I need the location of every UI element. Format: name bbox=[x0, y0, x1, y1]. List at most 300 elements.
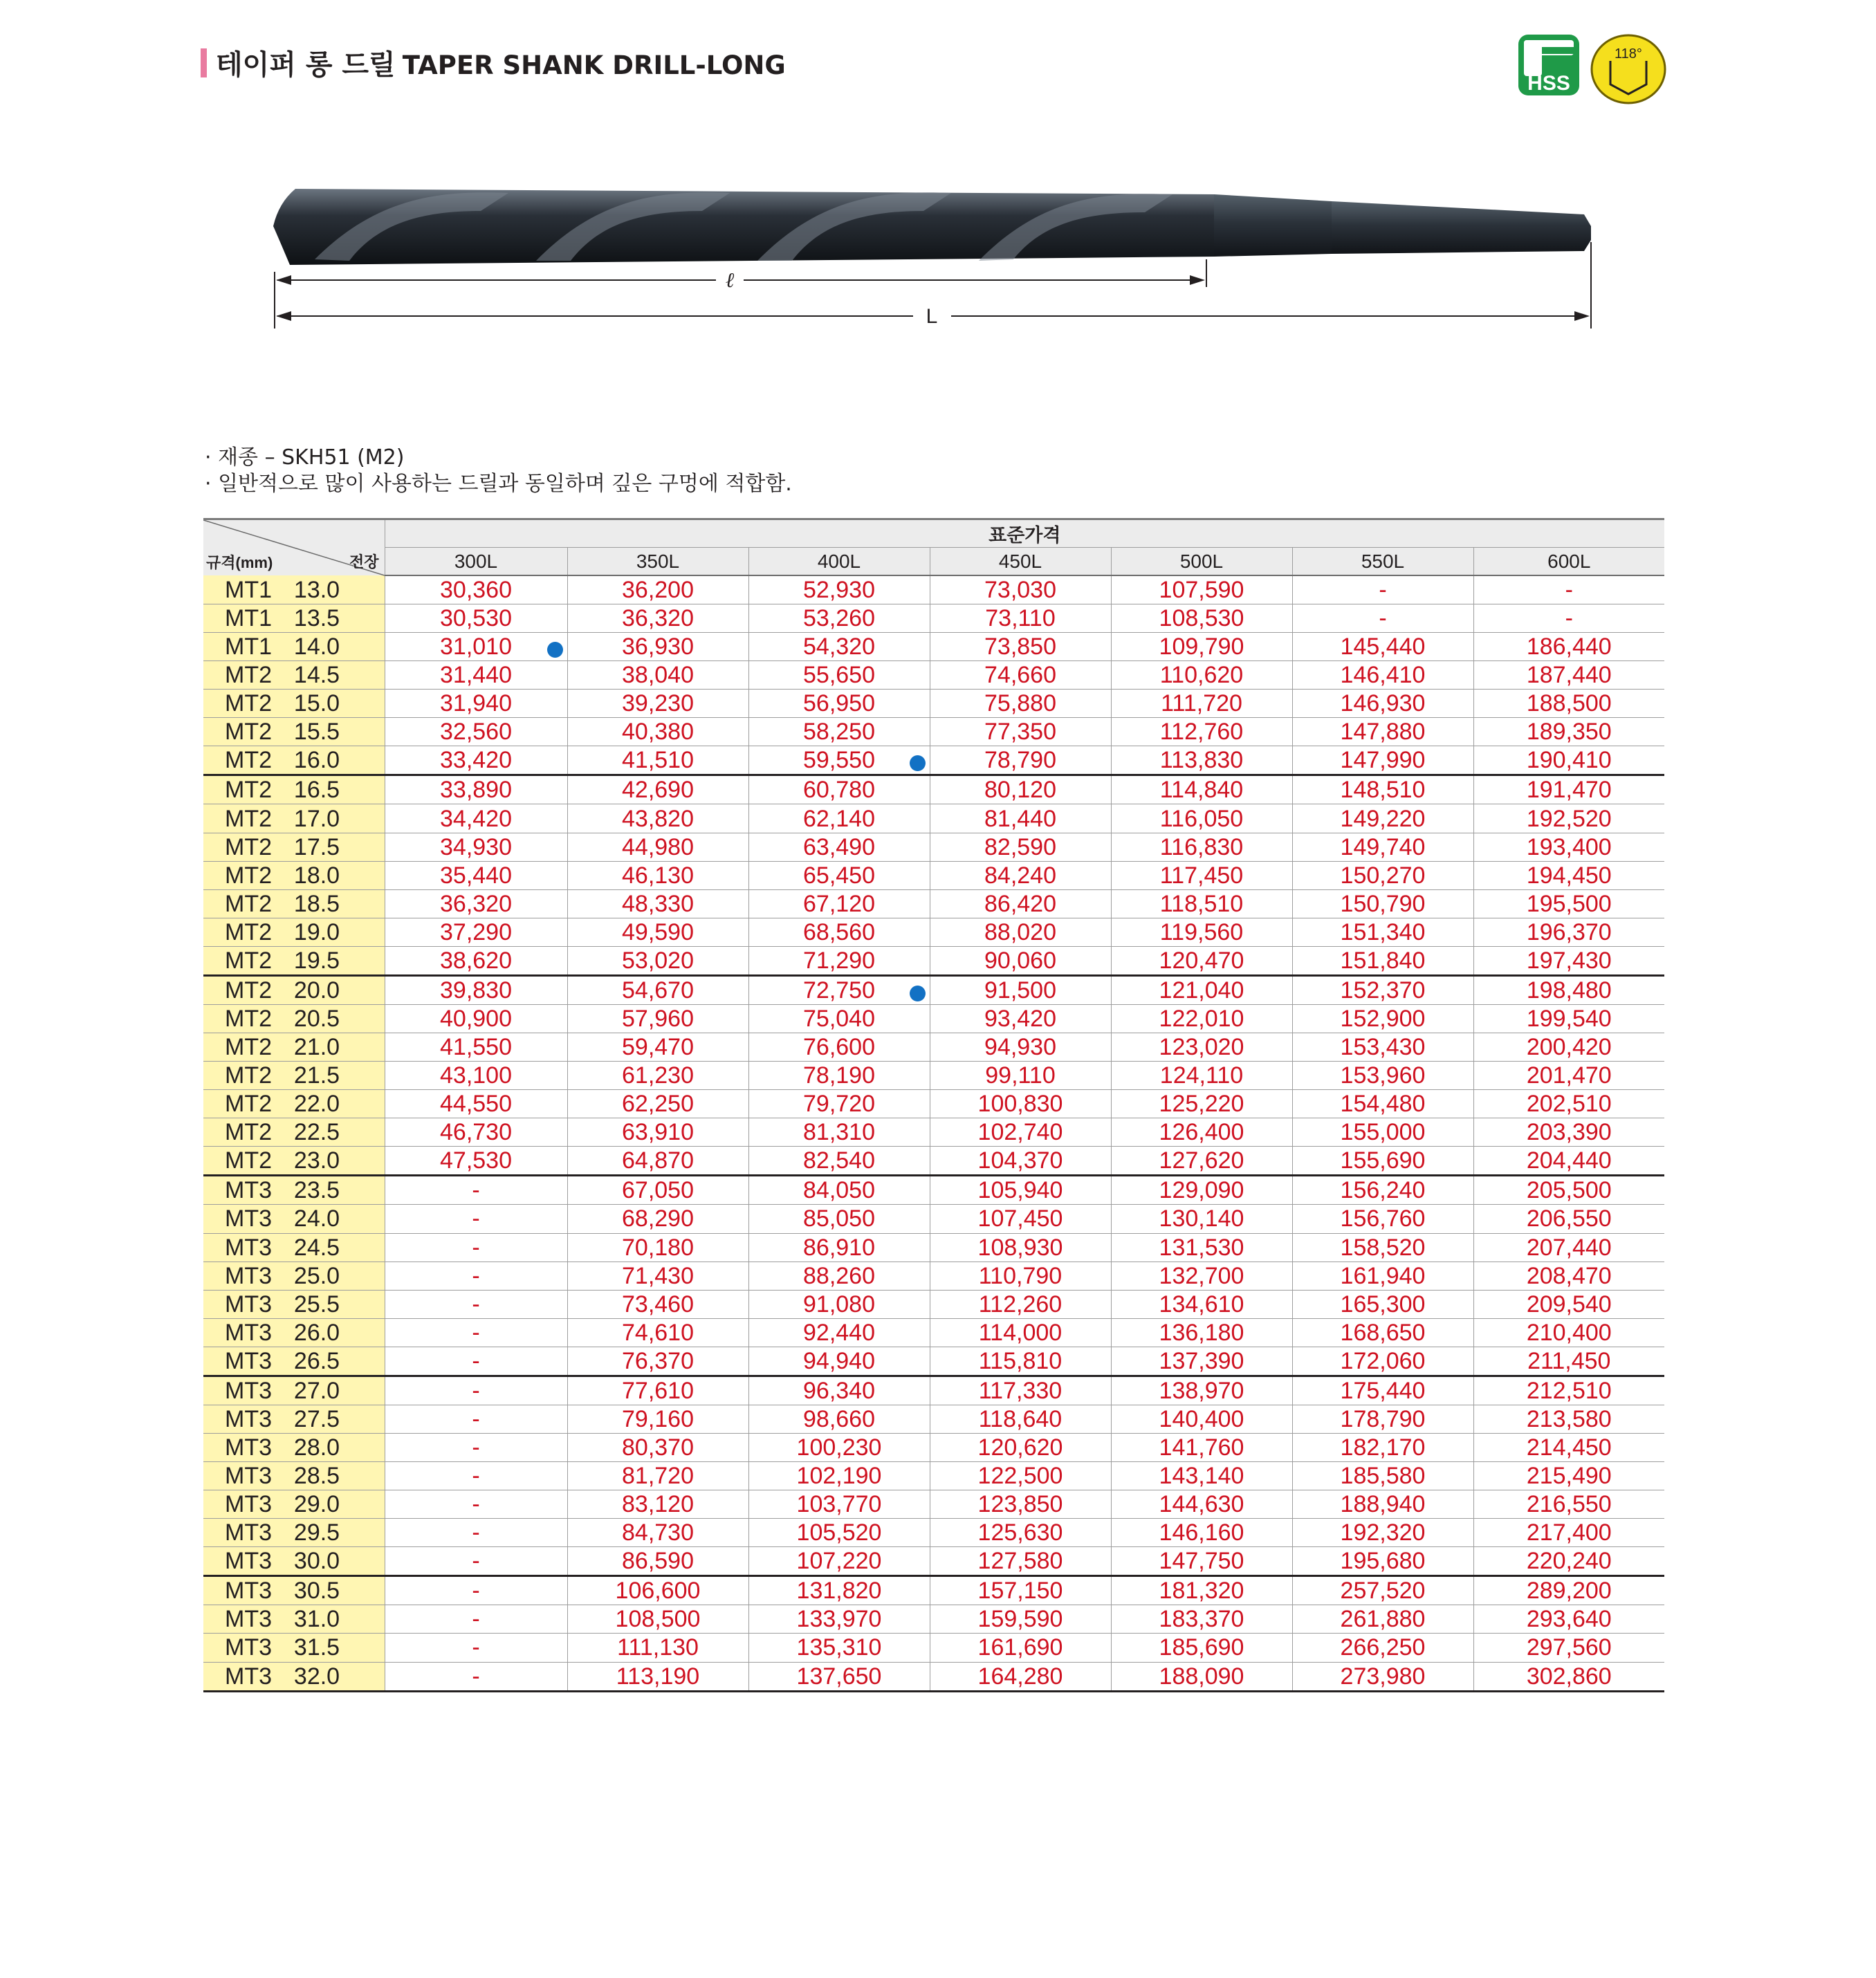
price-cell bbox=[1473, 1261, 1664, 1290]
price-cell bbox=[1292, 690, 1473, 718]
diameter-label: 19.0 bbox=[293, 918, 340, 945]
price-cell bbox=[1111, 1261, 1292, 1290]
price-value: 131,530 bbox=[1159, 1234, 1244, 1261]
morse-taper-label: MT2 bbox=[225, 1005, 272, 1032]
morse-taper-label: MT1 bbox=[225, 605, 272, 632]
price-value: 202,510 bbox=[1526, 1091, 1612, 1118]
table-row bbox=[203, 690, 1664, 718]
price-cell bbox=[1473, 1576, 1664, 1605]
size-cell bbox=[203, 1462, 385, 1490]
price-cell bbox=[1292, 833, 1473, 861]
price-value: - bbox=[472, 1519, 480, 1546]
size-cell bbox=[203, 804, 385, 833]
price-value: 200,420 bbox=[1526, 1034, 1612, 1061]
price-value: 257,520 bbox=[1340, 1578, 1426, 1605]
size-cell bbox=[203, 861, 385, 889]
price-cell bbox=[1111, 889, 1292, 918]
table-row bbox=[203, 1290, 1664, 1318]
price-cell bbox=[1473, 946, 1664, 975]
price-value: 67,050 bbox=[622, 1177, 694, 1204]
price-cell bbox=[385, 918, 567, 946]
table-body bbox=[203, 575, 1664, 1691]
price-cell bbox=[567, 833, 748, 861]
price-value: 131,820 bbox=[796, 1578, 882, 1605]
table-row bbox=[203, 1405, 1664, 1433]
table-row bbox=[203, 1318, 1664, 1347]
price-value: 86,420 bbox=[984, 890, 1056, 917]
price-value: 108,500 bbox=[615, 1606, 701, 1633]
price-cell bbox=[930, 661, 1111, 690]
price-value: 146,410 bbox=[1340, 662, 1426, 689]
price-value: 186,440 bbox=[1526, 634, 1612, 660]
column-header: 550L bbox=[1292, 548, 1473, 576]
price-cell bbox=[748, 1547, 930, 1576]
price-value: - bbox=[472, 1548, 480, 1575]
price-value: 153,960 bbox=[1340, 1062, 1426, 1089]
price-value: 67,120 bbox=[803, 890, 875, 917]
size-cell bbox=[203, 833, 385, 861]
price-value: 210,400 bbox=[1526, 1319, 1612, 1346]
price-cell bbox=[1292, 1405, 1473, 1433]
price-value: 111,720 bbox=[1161, 690, 1242, 717]
price-value: 195,500 bbox=[1526, 890, 1612, 917]
price-value: 41,550 bbox=[440, 1034, 512, 1061]
price-value: 119,560 bbox=[1159, 918, 1244, 945]
price-value: 190,410 bbox=[1526, 747, 1612, 774]
morse-taper-label: MT3 bbox=[225, 1205, 272, 1232]
price-value: 149,740 bbox=[1340, 833, 1426, 860]
price-value: 123,850 bbox=[977, 1491, 1063, 1518]
price-value: 114,840 bbox=[1159, 777, 1244, 804]
price-value: 293,640 bbox=[1526, 1606, 1612, 1633]
price-cell bbox=[1111, 1090, 1292, 1118]
price-cell bbox=[1473, 804, 1664, 833]
price-cell bbox=[1292, 575, 1473, 604]
price-value: 38,620 bbox=[440, 947, 512, 974]
price-cell bbox=[1473, 1205, 1664, 1233]
diameter-label: 28.5 bbox=[293, 1463, 340, 1490]
price-cell bbox=[1111, 661, 1292, 690]
price-cell bbox=[567, 633, 748, 661]
price-cell bbox=[567, 1004, 748, 1033]
price-value: 113,190 bbox=[616, 1663, 700, 1690]
overall-length-header: 전장 bbox=[349, 553, 379, 571]
price-cell bbox=[567, 690, 748, 718]
price-value: 81,720 bbox=[622, 1463, 694, 1490]
price-cell bbox=[567, 1547, 748, 1576]
price-value: 33,420 bbox=[440, 747, 512, 774]
price-value: 80,120 bbox=[984, 777, 1056, 804]
price-value: 122,500 bbox=[977, 1463, 1063, 1490]
price-value: 130,140 bbox=[1159, 1205, 1244, 1232]
price-value: 39,830 bbox=[440, 977, 512, 1004]
price-value: 52,930 bbox=[803, 577, 875, 603]
price-value: 108,530 bbox=[1159, 605, 1244, 632]
column-header: 500L bbox=[1111, 548, 1292, 576]
morse-taper-label: MT2 bbox=[225, 662, 272, 689]
price-value: 136,180 bbox=[1159, 1319, 1244, 1346]
price-cell bbox=[930, 633, 1111, 661]
table-row bbox=[203, 1519, 1664, 1547]
price-cell bbox=[385, 661, 567, 690]
price-value: - bbox=[1565, 605, 1573, 632]
price-cell bbox=[567, 1376, 748, 1405]
price-value: 42,690 bbox=[622, 777, 694, 804]
size-cell bbox=[203, 1147, 385, 1176]
diameter-label: 16.0 bbox=[293, 747, 340, 774]
size-cell bbox=[203, 718, 385, 746]
price-cell bbox=[1473, 1490, 1664, 1519]
price-value: 40,900 bbox=[440, 1005, 512, 1032]
price-value: 152,900 bbox=[1340, 1005, 1426, 1032]
size-cell bbox=[203, 661, 385, 690]
price-cell bbox=[567, 575, 748, 604]
price-value: 64,870 bbox=[622, 1147, 694, 1174]
morse-taper-label: MT3 bbox=[225, 1405, 272, 1432]
price-value: 213,580 bbox=[1526, 1405, 1612, 1432]
price-value: 36,200 bbox=[622, 577, 694, 603]
price-cell bbox=[930, 1062, 1111, 1090]
price-cell bbox=[1473, 690, 1664, 718]
price-value: 82,590 bbox=[984, 833, 1056, 860]
price-cell bbox=[748, 1033, 930, 1062]
morse-taper-label: MT2 bbox=[225, 1147, 272, 1174]
price-cell bbox=[385, 804, 567, 833]
size-cell bbox=[203, 1176, 385, 1205]
drill-diagram bbox=[273, 183, 1601, 329]
price-cell bbox=[1292, 746, 1473, 775]
diameter-label: 14.5 bbox=[293, 662, 340, 689]
price-value: 198,480 bbox=[1526, 977, 1612, 1004]
price-cell bbox=[748, 1576, 930, 1605]
morse-taper-label: MT2 bbox=[225, 833, 272, 860]
price-value: 110,620 bbox=[1159, 662, 1244, 689]
price-cell bbox=[1473, 775, 1664, 804]
note-material: · 재종 – SKH51 (M2) bbox=[205, 445, 405, 470]
price-value: 109,790 bbox=[1159, 634, 1244, 660]
table-corner-header bbox=[203, 519, 385, 576]
price-cell bbox=[567, 1576, 748, 1605]
price-value: 182,170 bbox=[1340, 1434, 1426, 1461]
price-cell bbox=[1111, 1004, 1292, 1033]
price-cell bbox=[567, 1490, 748, 1519]
price-value: 70,180 bbox=[622, 1234, 694, 1261]
price-value: 132,700 bbox=[1159, 1262, 1244, 1289]
size-cell bbox=[203, 946, 385, 975]
price-value: 150,790 bbox=[1340, 890, 1426, 917]
price-cell bbox=[748, 718, 930, 746]
price-cell bbox=[1292, 1118, 1473, 1147]
price-cell bbox=[1111, 1176, 1292, 1205]
price-value: 35,440 bbox=[440, 862, 512, 889]
size-header: 규격(mm) bbox=[206, 554, 273, 571]
diameter-label: 16.5 bbox=[293, 777, 340, 804]
price-cell bbox=[1111, 1519, 1292, 1547]
price-cell bbox=[1473, 1462, 1664, 1490]
table-row bbox=[203, 833, 1664, 861]
morse-taper-label: MT3 bbox=[225, 1319, 272, 1346]
price-value: 129,090 bbox=[1159, 1177, 1244, 1204]
price-value: 36,320 bbox=[622, 605, 694, 632]
price-value: 143,140 bbox=[1159, 1463, 1244, 1490]
price-cell bbox=[1292, 775, 1473, 804]
price-cell bbox=[1473, 1147, 1664, 1176]
price-value: 205,500 bbox=[1526, 1177, 1612, 1204]
size-cell bbox=[203, 975, 385, 1004]
hss-badge-label: HSS bbox=[1527, 72, 1570, 95]
price-cell bbox=[1473, 1662, 1664, 1691]
price-cell bbox=[930, 746, 1111, 775]
price-value: 151,340 bbox=[1340, 918, 1426, 945]
price-value: 149,220 bbox=[1340, 805, 1426, 832]
price-cell bbox=[930, 1576, 1111, 1605]
table-row bbox=[203, 1147, 1664, 1176]
price-cell bbox=[567, 1290, 748, 1318]
column-header: 400L bbox=[748, 548, 930, 576]
price-cell bbox=[1473, 918, 1664, 946]
price-cell bbox=[748, 804, 930, 833]
price-cell bbox=[385, 975, 567, 1004]
diameter-label: 22.0 bbox=[293, 1091, 340, 1118]
price-cell bbox=[1111, 918, 1292, 946]
price-value: 127,620 bbox=[1159, 1147, 1244, 1174]
morse-taper-label: MT3 bbox=[225, 1377, 272, 1404]
price-value: 96,340 bbox=[803, 1377, 875, 1404]
price-cell bbox=[930, 1433, 1111, 1461]
price-value: 148,510 bbox=[1340, 777, 1426, 804]
price-cell bbox=[748, 1261, 930, 1290]
price-value: 273,980 bbox=[1340, 1663, 1426, 1690]
price-cell bbox=[1292, 1062, 1473, 1090]
price-cell bbox=[385, 575, 567, 604]
price-cell bbox=[385, 746, 567, 775]
price-cell bbox=[567, 918, 748, 946]
price-cell bbox=[930, 918, 1111, 946]
price-cell bbox=[1473, 604, 1664, 633]
price-value: 74,660 bbox=[984, 662, 1056, 689]
price-value: 73,850 bbox=[984, 634, 1056, 660]
diameter-label: 24.0 bbox=[293, 1205, 340, 1232]
price-value: 76,370 bbox=[622, 1347, 694, 1374]
price-value: 147,990 bbox=[1340, 747, 1426, 774]
diameter-label: 17.0 bbox=[293, 805, 340, 832]
morse-taper-label: MT3 bbox=[225, 1491, 272, 1518]
price-cell bbox=[1111, 1290, 1292, 1318]
price-cell bbox=[567, 775, 748, 804]
price-value: 71,430 bbox=[622, 1262, 694, 1289]
price-cell bbox=[1292, 975, 1473, 1004]
price-cell bbox=[1292, 1547, 1473, 1576]
column-header: 300L bbox=[385, 548, 567, 576]
price-cell bbox=[748, 661, 930, 690]
column-header: 350L bbox=[567, 548, 748, 576]
price-value: 154,480 bbox=[1340, 1091, 1426, 1118]
price-cell bbox=[748, 1118, 930, 1147]
price-cell bbox=[385, 633, 567, 661]
diameter-label: 31.5 bbox=[293, 1634, 340, 1661]
price-cell bbox=[748, 1062, 930, 1090]
price-cell bbox=[385, 1118, 567, 1147]
price-value: 44,980 bbox=[622, 833, 694, 860]
price-value: 91,500 bbox=[984, 977, 1056, 1004]
diameter-label: 26.5 bbox=[293, 1347, 340, 1374]
diameter-label: 14.0 bbox=[293, 634, 340, 660]
price-value: 58,250 bbox=[803, 719, 875, 746]
price-cell bbox=[567, 1318, 748, 1347]
price-value: 54,670 bbox=[622, 977, 694, 1004]
size-cell bbox=[203, 775, 385, 804]
diameter-label: 15.0 bbox=[293, 690, 340, 717]
price-cell bbox=[930, 1205, 1111, 1233]
price-value: 135,310 bbox=[796, 1634, 882, 1661]
price-cell bbox=[748, 1147, 930, 1176]
price-cell bbox=[748, 1347, 930, 1376]
price-value: 120,470 bbox=[1159, 947, 1244, 974]
morse-taper-label: MT3 bbox=[225, 1291, 272, 1318]
price-value: 84,730 bbox=[622, 1519, 694, 1546]
price-value: 48,330 bbox=[622, 890, 694, 917]
column-header: 600L bbox=[1473, 548, 1664, 576]
table-row bbox=[203, 575, 1664, 604]
price-value: - bbox=[472, 1434, 480, 1461]
price-value: - bbox=[472, 1347, 480, 1374]
drill-neck bbox=[1214, 194, 1332, 257]
price-value: 207,440 bbox=[1526, 1234, 1612, 1261]
price-cell bbox=[1292, 861, 1473, 889]
price-value: 124,110 bbox=[1159, 1062, 1244, 1089]
price-cell bbox=[930, 1662, 1111, 1691]
price-value: 56,950 bbox=[803, 690, 875, 717]
price-cell bbox=[748, 1605, 930, 1634]
price-cell bbox=[748, 1090, 930, 1118]
price-table bbox=[203, 518, 1664, 1692]
price-value: 150,270 bbox=[1340, 862, 1426, 889]
price-cell bbox=[1292, 1634, 1473, 1662]
price-value: 147,750 bbox=[1159, 1548, 1244, 1575]
price-cell bbox=[1111, 575, 1292, 604]
price-cell bbox=[385, 1462, 567, 1490]
morse-taper-label: MT2 bbox=[225, 890, 272, 917]
table-row bbox=[203, 604, 1664, 633]
price-value: 209,540 bbox=[1526, 1291, 1612, 1318]
standard-price-header: 표준가격 bbox=[385, 519, 1664, 548]
price-value: 185,690 bbox=[1159, 1634, 1244, 1661]
table-row bbox=[203, 1433, 1664, 1461]
price-cell bbox=[385, 604, 567, 633]
price-cell bbox=[1473, 1318, 1664, 1347]
table-row bbox=[203, 1376, 1664, 1405]
price-value: - bbox=[472, 1663, 480, 1690]
price-value: 201,470 bbox=[1526, 1062, 1612, 1089]
price-cell bbox=[385, 1290, 567, 1318]
price-value: 297,560 bbox=[1526, 1634, 1612, 1661]
price-cell bbox=[930, 690, 1111, 718]
price-cell bbox=[930, 604, 1111, 633]
table-row bbox=[203, 804, 1664, 833]
price-value: 126,400 bbox=[1159, 1119, 1244, 1146]
price-value: 91,080 bbox=[803, 1291, 875, 1318]
size-cell bbox=[203, 1347, 385, 1376]
price-cell bbox=[1473, 1118, 1664, 1147]
price-cell bbox=[567, 1662, 748, 1691]
price-value: 44,550 bbox=[440, 1091, 512, 1118]
diameter-label: 15.5 bbox=[293, 719, 340, 746]
price-cell bbox=[1292, 1290, 1473, 1318]
price-cell bbox=[385, 690, 567, 718]
price-cell bbox=[385, 1004, 567, 1033]
price-value: - bbox=[472, 1377, 480, 1404]
price-value: 302,860 bbox=[1526, 1663, 1612, 1690]
size-cell bbox=[203, 1634, 385, 1662]
price-cell bbox=[748, 1405, 930, 1433]
price-value: 214,450 bbox=[1526, 1434, 1612, 1461]
price-value: 39,230 bbox=[622, 690, 694, 717]
morse-taper-label: MT2 bbox=[225, 977, 272, 1004]
price-value: 183,370 bbox=[1159, 1606, 1244, 1633]
price-value: 43,100 bbox=[440, 1062, 512, 1089]
price-cell bbox=[1292, 1205, 1473, 1233]
morse-taper-label: MT2 bbox=[225, 690, 272, 717]
price-value: 188,090 bbox=[1159, 1663, 1244, 1690]
price-cell bbox=[385, 718, 567, 746]
morse-taper-label: MT2 bbox=[225, 1062, 272, 1089]
price-cell bbox=[930, 1176, 1111, 1205]
price-value: - bbox=[472, 1262, 480, 1289]
price-cell bbox=[385, 889, 567, 918]
price-cell bbox=[930, 946, 1111, 975]
price-cell bbox=[567, 1233, 748, 1261]
price-value: 75,880 bbox=[984, 690, 1056, 717]
price-value: 32,560 bbox=[440, 719, 512, 746]
price-cell bbox=[748, 1318, 930, 1347]
price-value: 168,650 bbox=[1340, 1319, 1426, 1346]
price-value: 161,940 bbox=[1340, 1262, 1426, 1289]
page-title bbox=[216, 43, 786, 82]
diameter-label: 26.0 bbox=[293, 1319, 340, 1346]
size-cell bbox=[203, 1576, 385, 1605]
price-value: 157,150 bbox=[977, 1578, 1063, 1605]
price-cell bbox=[748, 1176, 930, 1205]
price-cell bbox=[748, 861, 930, 889]
diameter-label: 23.5 bbox=[293, 1177, 340, 1204]
price-cell bbox=[1111, 1233, 1292, 1261]
price-cell bbox=[567, 1205, 748, 1233]
price-value: 261,880 bbox=[1340, 1606, 1426, 1633]
price-value: 80,370 bbox=[622, 1434, 694, 1461]
price-cell bbox=[1111, 1605, 1292, 1634]
price-cell bbox=[1473, 661, 1664, 690]
price-value: 81,310 bbox=[803, 1119, 875, 1146]
price-value: 185,580 bbox=[1340, 1463, 1426, 1490]
price-value: 122,010 bbox=[1159, 1005, 1244, 1032]
price-value: 53,020 bbox=[622, 947, 694, 974]
price-cell bbox=[1473, 575, 1664, 604]
price-value: 112,760 bbox=[1159, 719, 1244, 746]
price-value: 147,880 bbox=[1340, 719, 1426, 746]
price-value: 57,960 bbox=[622, 1005, 694, 1032]
price-cell bbox=[1111, 718, 1292, 746]
price-value: 116,830 bbox=[1159, 833, 1244, 860]
price-value: 144,630 bbox=[1159, 1491, 1244, 1518]
arrow-icon bbox=[1190, 275, 1205, 285]
price-cell bbox=[748, 746, 930, 775]
price-value: 192,320 bbox=[1340, 1519, 1426, 1546]
price-value: 118,640 bbox=[978, 1405, 1063, 1432]
size-cell bbox=[203, 575, 385, 604]
price-cell bbox=[1292, 1347, 1473, 1376]
price-cell bbox=[748, 833, 930, 861]
price-cell bbox=[1473, 1033, 1664, 1062]
